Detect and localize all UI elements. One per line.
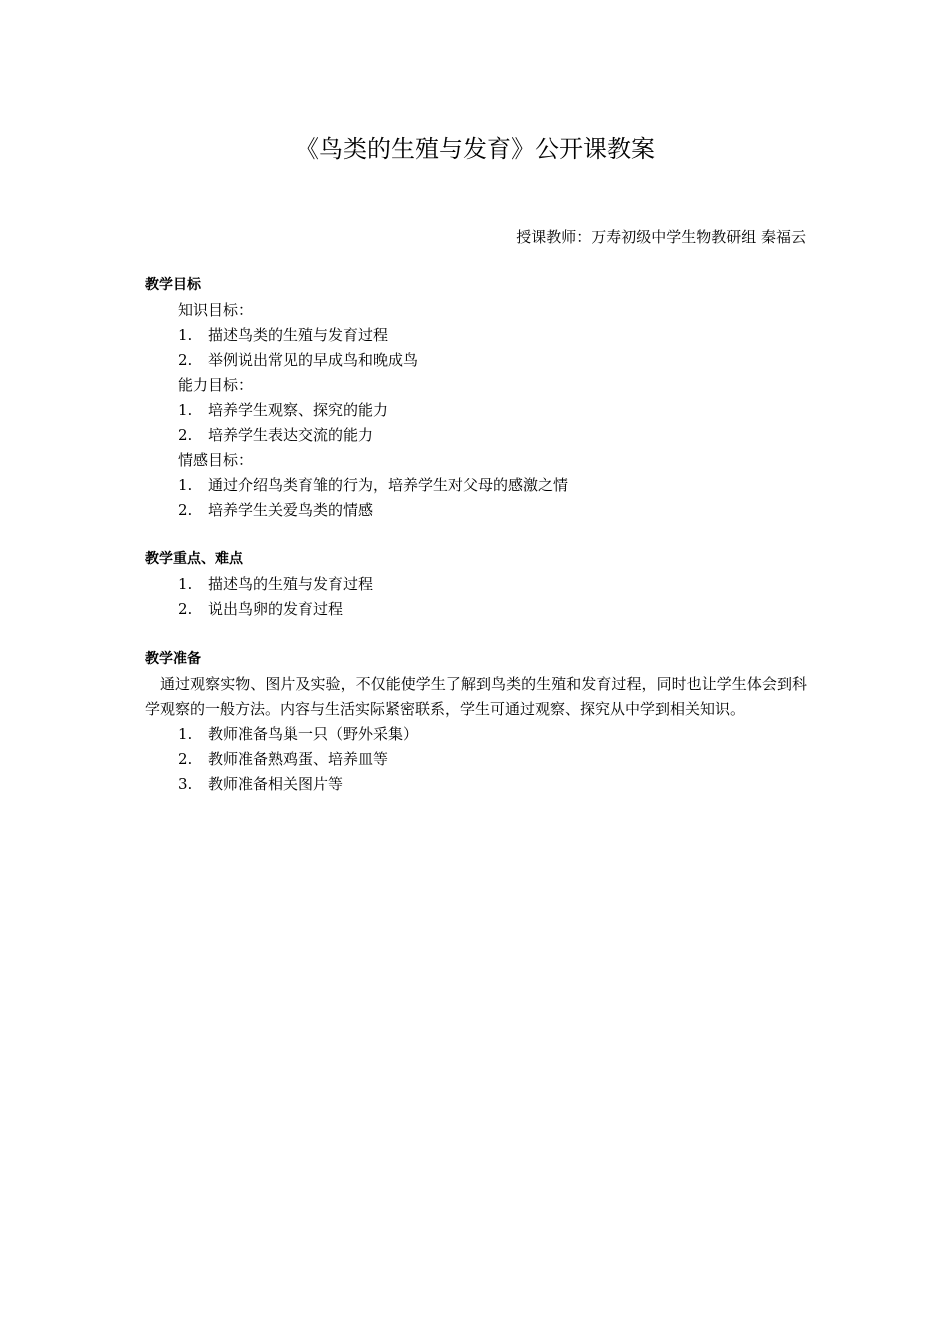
list-text: 教师准备熟鸡蛋、培养皿等 xyxy=(208,750,389,768)
list-item xyxy=(145,348,807,373)
list-item xyxy=(145,597,807,622)
list-number: 2. xyxy=(178,750,193,768)
key-points-section xyxy=(145,547,807,622)
preparation-section xyxy=(145,647,807,797)
list-text: 描述鸟类的生殖与发育过程 xyxy=(208,326,389,344)
list-text: 描述鸟的生殖与发育过程 xyxy=(208,575,374,593)
knowledge-label: 知识目标： xyxy=(178,301,254,319)
list-text: 教师准备鸟巢一只（野外采集） xyxy=(208,725,419,743)
list-text: 举例说出常见的早成鸟和晚成鸟 xyxy=(208,351,419,369)
list-item xyxy=(145,423,807,448)
list-number: 2. xyxy=(178,600,193,618)
list-text: 通过介绍鸟类育雏的行为，培养学生对父母的感激之情 xyxy=(208,476,569,494)
preparation-heading: 教学准备 xyxy=(145,651,201,667)
list-item xyxy=(145,473,807,498)
list-text: 说出鸟卵的发育过程 xyxy=(208,600,344,618)
list-item xyxy=(145,722,807,747)
list-text: 培养学生表达交流的能力 xyxy=(208,426,374,444)
teacher-line: 授课教师：万寿初级中学生物教研组 秦福云 xyxy=(516,228,806,246)
list-number: 1. xyxy=(178,326,193,344)
preparation-paragraph: 通过观察实物、图片及实验，不仅能使学生了解到鸟类的生殖和发育过程，同时也让学生体会到科学观察的一般方法。内容与生活实际紧密联系，学生可通过观察、探究从中学到相关知识。 xyxy=(145,675,807,718)
list-text: 培养学生观察、探究的能力 xyxy=(208,401,389,419)
list-text: 教师准备相关图片等 xyxy=(208,775,344,793)
objectives-heading: 教学目标 xyxy=(145,277,201,293)
document-title: 《鸟类的生殖与发育》公开课教案 xyxy=(295,135,655,163)
list-number: 2. xyxy=(178,426,193,444)
list-number: 2. xyxy=(178,501,193,519)
list-item xyxy=(145,747,807,772)
list-item xyxy=(145,772,807,797)
list-item xyxy=(145,572,807,597)
list-number: 3. xyxy=(178,775,193,793)
list-number: 1. xyxy=(178,575,193,593)
objectives-section xyxy=(145,273,807,523)
list-number: 1. xyxy=(178,476,193,494)
list-text: 培养学生关爱鸟类的情感 xyxy=(208,501,374,519)
list-number: 1. xyxy=(178,401,193,419)
list-item xyxy=(145,498,807,523)
list-number: 1. xyxy=(178,725,193,743)
ability-label: 能力目标： xyxy=(178,376,254,394)
list-number: 2. xyxy=(178,351,193,369)
emotion-label: 情感目标： xyxy=(178,451,254,469)
list-item xyxy=(145,323,807,348)
key-points-heading: 教学重点、难点 xyxy=(145,551,243,567)
list-item xyxy=(145,398,807,423)
